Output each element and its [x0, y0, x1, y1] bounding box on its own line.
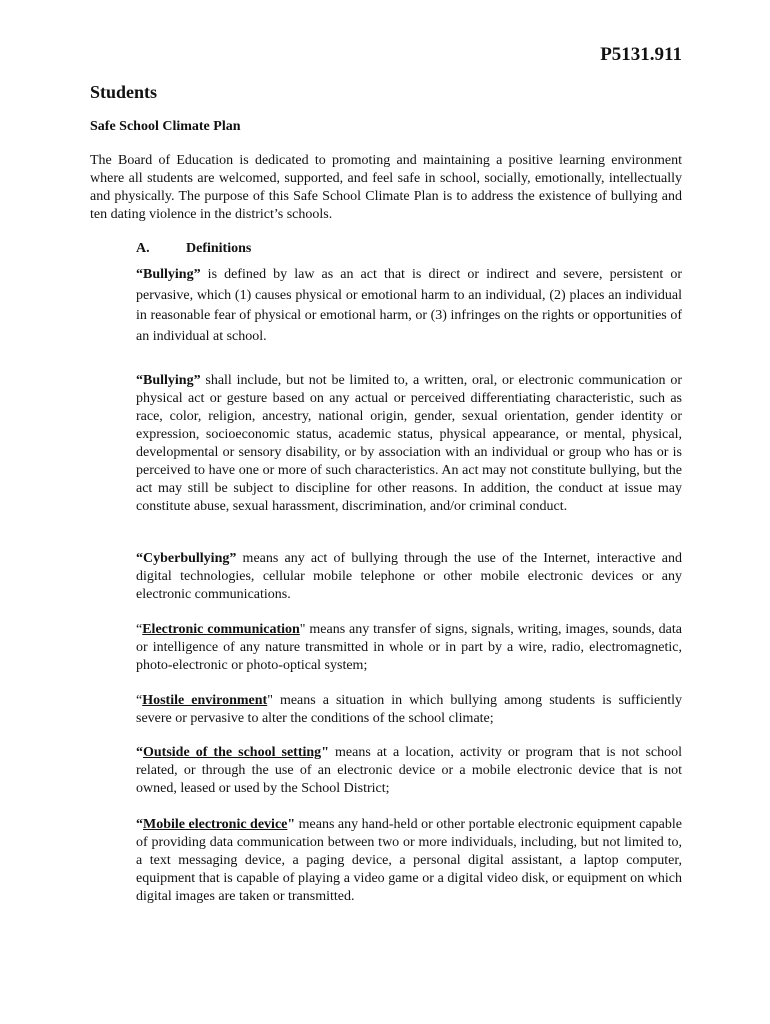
- definitions-heading: [136, 241, 251, 257]
- definition-term: Electronic communication: [142, 622, 300, 637]
- section-title: Students: [90, 82, 158, 102]
- definition-term: “Cyberbullying”: [136, 551, 237, 566]
- definition-term: Hostile environment: [142, 693, 268, 708]
- definition-term: “Mobile electronic device": [136, 817, 296, 832]
- plan-title: Safe School Climate Plan: [90, 119, 241, 134]
- definition-text: shall include, but not be limited to, a written, oral, or electronic communication or physical act or gesture based on any actual or perceived differentiating characteristic, such as race, color, religion, ancestry, national origin, gender, sexual orientation, gender identity or expression, socioeconomic status, academic status, physical appearance, or mental, physical, developmental or sensory disability, or by association with an individual or group who has or is perceived to have one or more of such characteristics. An act may not constitute bullying, but the act may still be subject to discipline for other reasons. In addition, the conduct at issue may constitute abuse, sexual harassment, discrimination, and/or criminal conduct.: [136, 373, 682, 514]
- definition-bullying-includes: [136, 372, 682, 516]
- policy-code: P5131.911: [600, 44, 682, 65]
- definition-term: “Bullying”: [136, 373, 201, 388]
- definitions-letter: A.: [136, 241, 150, 256]
- definition-electronic-communication: “Electronic communication" means any transfer of signs, signals, writing, images, sounds, data or intelligence of any nature transmitted in whole or in part by a wire, radio, electromagnetic, photo-electronic or photo-optical system;: [136, 622, 682, 673]
- definition-text: means any transfer of signs, signals, writing, images, sounds, data or intelligence of any nature transmitted in whole or in part by a wire, radio, electromagnetic, photo-electronic or photo-optical system;: [136, 622, 682, 673]
- definition-hostile-environment: “Hostile environment" means a situation in which bullying among students is sufficiently severe or pervasive to alter the conditions of the school climate;: [136, 693, 682, 726]
- definition-text: means any act of bullying through the use of the Internet, interactive and digital technologies, cellular mobile telephone or other mobile electronic devices or any electronic communications.: [136, 551, 682, 602]
- definition-text: is defined by law as an act that is direct or indirect and severe, persistent or pervasive, which (1) causes physical or emotional harm to an individual, (2) places an individual in reasonable fear of physical or emotional harm, or (3) infringes on the rights or opportunities of an individual at school.: [136, 267, 682, 344]
- intro-paragraph: The Board of Education is dedicated to promoting and maintaining a positive learning environment where all students are welcomed, supported, and feel safe in school, socially, emotionally, intellectually and physically. The purpose of this Safe School Climate Plan is to address the existence of bullying and ten dating violence in the district’s schools.: [90, 153, 682, 222]
- definition-term: “Bullying”: [136, 267, 201, 282]
- definition-text: means at a location, activity or program that is not school related, or through the use of an electronic device or a mobile electronic device that is not owned, leased or used by the School District;: [136, 745, 683, 796]
- definition-outside-school-setting: [136, 744, 682, 798]
- definition-bullying: [136, 265, 682, 347]
- definitions-title: Definitions: [186, 241, 252, 256]
- definition-text: means any hand-held or other portable electronic equipment capable of providing data communication between two or more individuals, including, but not limited to, a text messaging device, a paging device, a personal digital assistant, a laptop computer, equipment that is capable of playing a video game or a digital video disk, or equipment on which digital images are taken or transmitted.: [136, 817, 682, 904]
- definition-term: “Outside of the school setting": [136, 745, 329, 760]
- definition-text: means a situation in which bullying among students is sufficiently severe or pervasive to alter the conditions of the school climate;: [136, 693, 682, 726]
- definition-mobile-electronic-device: [136, 816, 682, 906]
- definition-cyberbullying: [136, 550, 682, 604]
